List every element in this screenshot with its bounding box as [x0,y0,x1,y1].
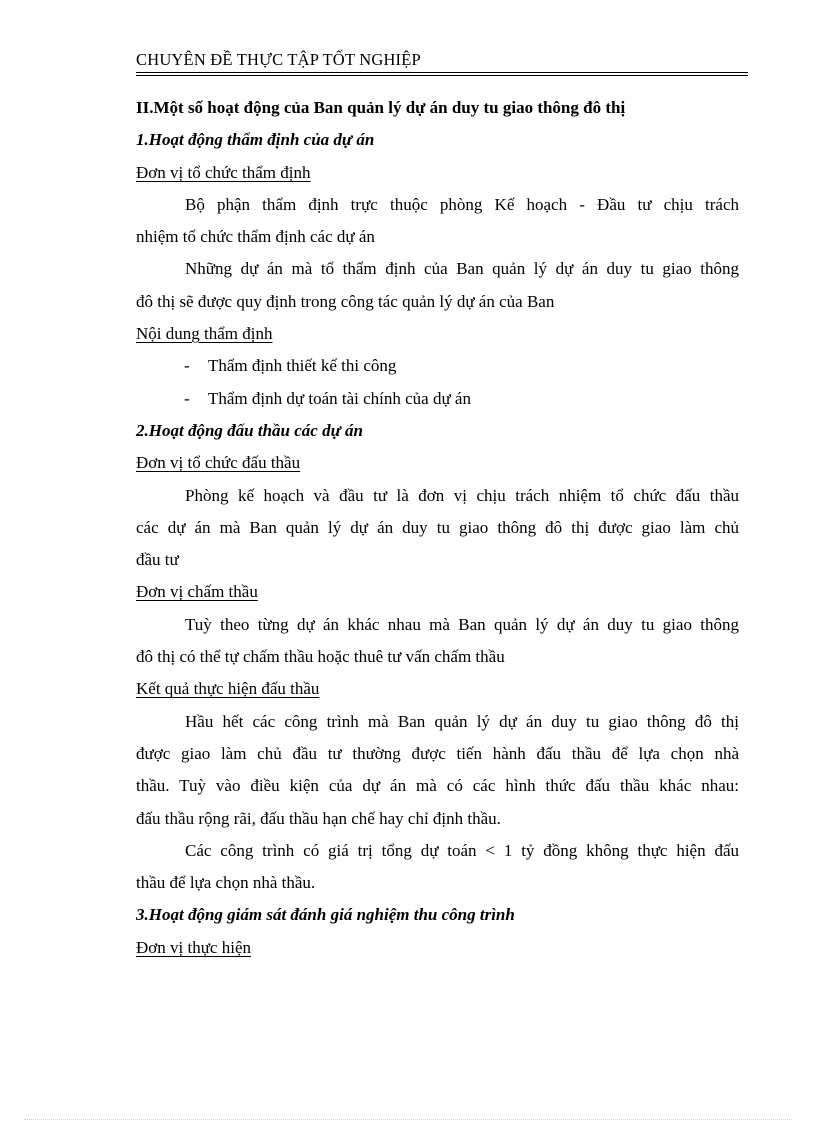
section-title: II.Một số hoạt động của Ban quản lý dự án duy tu giao thông đô thị [136,98,626,117]
s3-title: 3.Hoạt động giám sát đánh giá nghiệm thu công trình [136,905,515,925]
s2-p4-line2: thầu để lựa chọn nhà thầu. [136,873,316,893]
s1-content-heading: Nội dung thẩm định [136,324,273,344]
s2-result-heading: Kết quả thực hiện đấu thầu [136,679,320,699]
s2-p1-line1: Phòng kế hoạch và đầu tư là đơn vị chịu trách nhiệm tổ chức đấu thầu [185,485,739,505]
s1-title: 1.Hoạt động thẩm định của dự án [136,130,375,150]
s2-p2-line2: đô thị có thể tự chấm thầu hoặc thuê tư vấn chấm thầu [136,647,505,667]
s1-p1-line1: Bộ phận thẩm định trực thuộc phòng Kế hoạch - Đầu tư chịu trách [185,194,739,214]
s2-title: 2.Hoạt động đấu thầu các dự án [136,420,363,440]
s2-org-heading: Đơn vị tổ chức đấu thầu [136,453,301,473]
s2-p3-line4: đấu thầu rộng rãi, đấu thầu hạn chế hay chỉ định thầu. [136,808,501,828]
s1-bullet-1: - Thẩm định thiết kế thi công [184,356,397,376]
page-header [136,50,748,76]
page-content [136,92,739,964]
s2-p2-line1: Tuỳ theo từng dự án khác nhau mà Ban quản lý dự án duy tu giao thông [185,614,739,634]
s1-p2-line2: đô thị sẽ được quy định trong công tác quản lý dự án của Ban [136,291,555,311]
s1-p2-line1: Những dự án mà tổ thẩm định của Ban quản lý dự án duy tu giao thông [185,259,739,279]
s1-bullet-2: - Thẩm định dự toán tài chính của dự án [184,388,471,408]
header-title: CHUYÊN ĐỀ THỰC TẬP TỐT NGHIỆP [136,50,421,69]
s2-p1-line2: các dự án mà Ban quản lý dự án duy tu giao thông đô thị được giao làm chủ [136,517,739,537]
s1-unit-heading: Đơn vị tổ chức thẩm định [136,162,311,182]
header-rule-top [136,72,748,73]
s2-p1-line3: đầu tư [136,550,179,570]
s2-grade-heading: Đơn vị chấm thầu [136,582,258,602]
s3-unit-heading: Đơn vị thực hiện [136,937,251,957]
s1-p1-line2: nhiệm tổ chức thẩm định các dự án [136,227,375,247]
s2-p4-line1: Các công trình có giá trị tổng dự toán < 1 tỷ đồng không thực hiện đấu [185,840,739,860]
header-rule-bottom [136,75,748,76]
s2-p3-line1: Hầu hết các công trình mà Ban quản lý dự án duy tu giao thông đô thị [185,711,739,731]
page-bottom-divider [24,1119,792,1120]
s2-p3-line3: thầu. Tuỳ vào điều kiện của dự án mà có các hình thức đấu thầu khác nhau: [136,776,739,796]
s2-p3-line2: được giao làm chủ đầu tư thường được tiến hành đấu thầu để lựa chọn nhà [136,743,739,763]
